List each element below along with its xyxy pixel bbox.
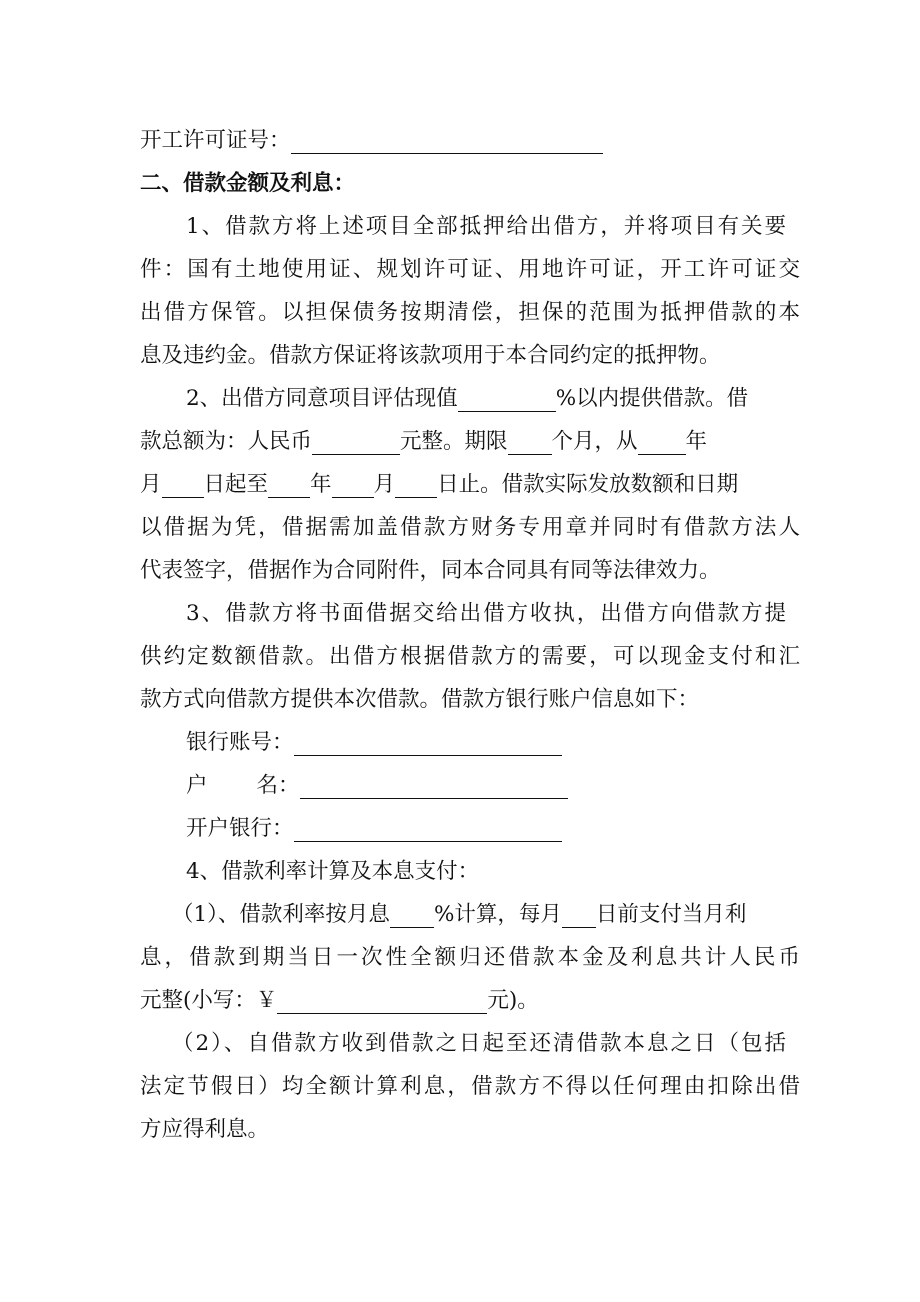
opening-bank-line: 开户银行： (186, 816, 846, 842)
account-name-blank (300, 776, 568, 799)
start-month-blank (162, 475, 204, 498)
loan-amount-blank (312, 432, 400, 455)
end-day-blank (395, 475, 437, 498)
clause-2-line-2: 款总额为：人民币 元整。期限 个月，从 年 (140, 429, 708, 454)
clause-4-heading: 4、借款利率计算及本息支付： (186, 859, 480, 884)
account-name-line: 户 名： (186, 773, 846, 799)
end-year-blank (332, 475, 374, 498)
start-day-end-year-blank (268, 475, 310, 498)
clause-3-line-3: 款方式向借款方提供本次借款。借款方银行账户信息如下： (140, 687, 700, 712)
clause-1-line-1: 1、借款方将上述项目全部抵押给出借方，并将项目有关要 (186, 214, 786, 239)
clause-3-line-2: 供约定数额借款。出借方根据借款方的需要，可以现金支付和汇 (140, 644, 800, 669)
clause-1-line-3: 出借方保管。以担保债务按期清偿，担保的范围为抵押借款的本 (140, 300, 800, 325)
clause-4-1-line-1: （1）、借款利率按月息 %计算，每月 日前支付当月利 (172, 902, 747, 927)
clause-4-1-line-2: 息，借款到期当日一次性全额归还借款本金及利息共计人民币 (140, 945, 800, 970)
clause-4-2-line-2: 法定节假日）均全额计算利息，借款方不得以任何理由扣除出借 (140, 1074, 800, 1099)
valuation-percent-blank (458, 389, 556, 412)
construction-permit-line: 开工许可证号： (140, 128, 800, 154)
clause-2-line-1: 2、出借方同意项目评估现值 %以内提供借款。借 (186, 386, 749, 411)
opening-bank-blank (294, 819, 562, 842)
monthly-rate-blank (390, 905, 434, 928)
construction-permit-number-blank (291, 131, 603, 154)
clause-2-line-3: 月 日起至 年 月 日止。借款实际发放数额和日期 (140, 472, 739, 497)
payment-day-blank (562, 905, 596, 928)
clause-4-2-line-3: 方应得利息。 (140, 1117, 270, 1142)
clause-4-2-line-1: （2）、自借款方收到借款之日起至还清借款本息之日（包括 (172, 1031, 786, 1056)
section-heading: 二、借款金额及利息： (140, 171, 356, 196)
clause-1-line-4: 息及违约金。借款方保证将该款项用于本合同约定的抵押物。 (140, 343, 721, 368)
clause-2-line-5: 代表签字，借据作为合同附件，同本合同具有同等法律效力。 (140, 558, 721, 583)
clause-1-line-2: 件：国有土地使用证、规划许可证、用地许可证，开工许可证交 (140, 257, 800, 282)
start-year-blank (638, 432, 686, 455)
bank-account-line: 银行账号： (186, 730, 846, 756)
clause-4-1-line-3: 元整(小写：￥ 元)。 (140, 988, 539, 1013)
clause-2-line-4: 以借据为凭，借据需加盖借款方财务专用章并同时有借款方法人 (140, 515, 800, 540)
bank-account-number-blank (294, 733, 562, 756)
total-amount-numeric-blank (277, 991, 487, 1014)
term-months-blank (508, 432, 552, 455)
clause-3-line-1: 3、借款方将书面借据交给出借方收执，出借方向借款方提 (186, 601, 786, 626)
